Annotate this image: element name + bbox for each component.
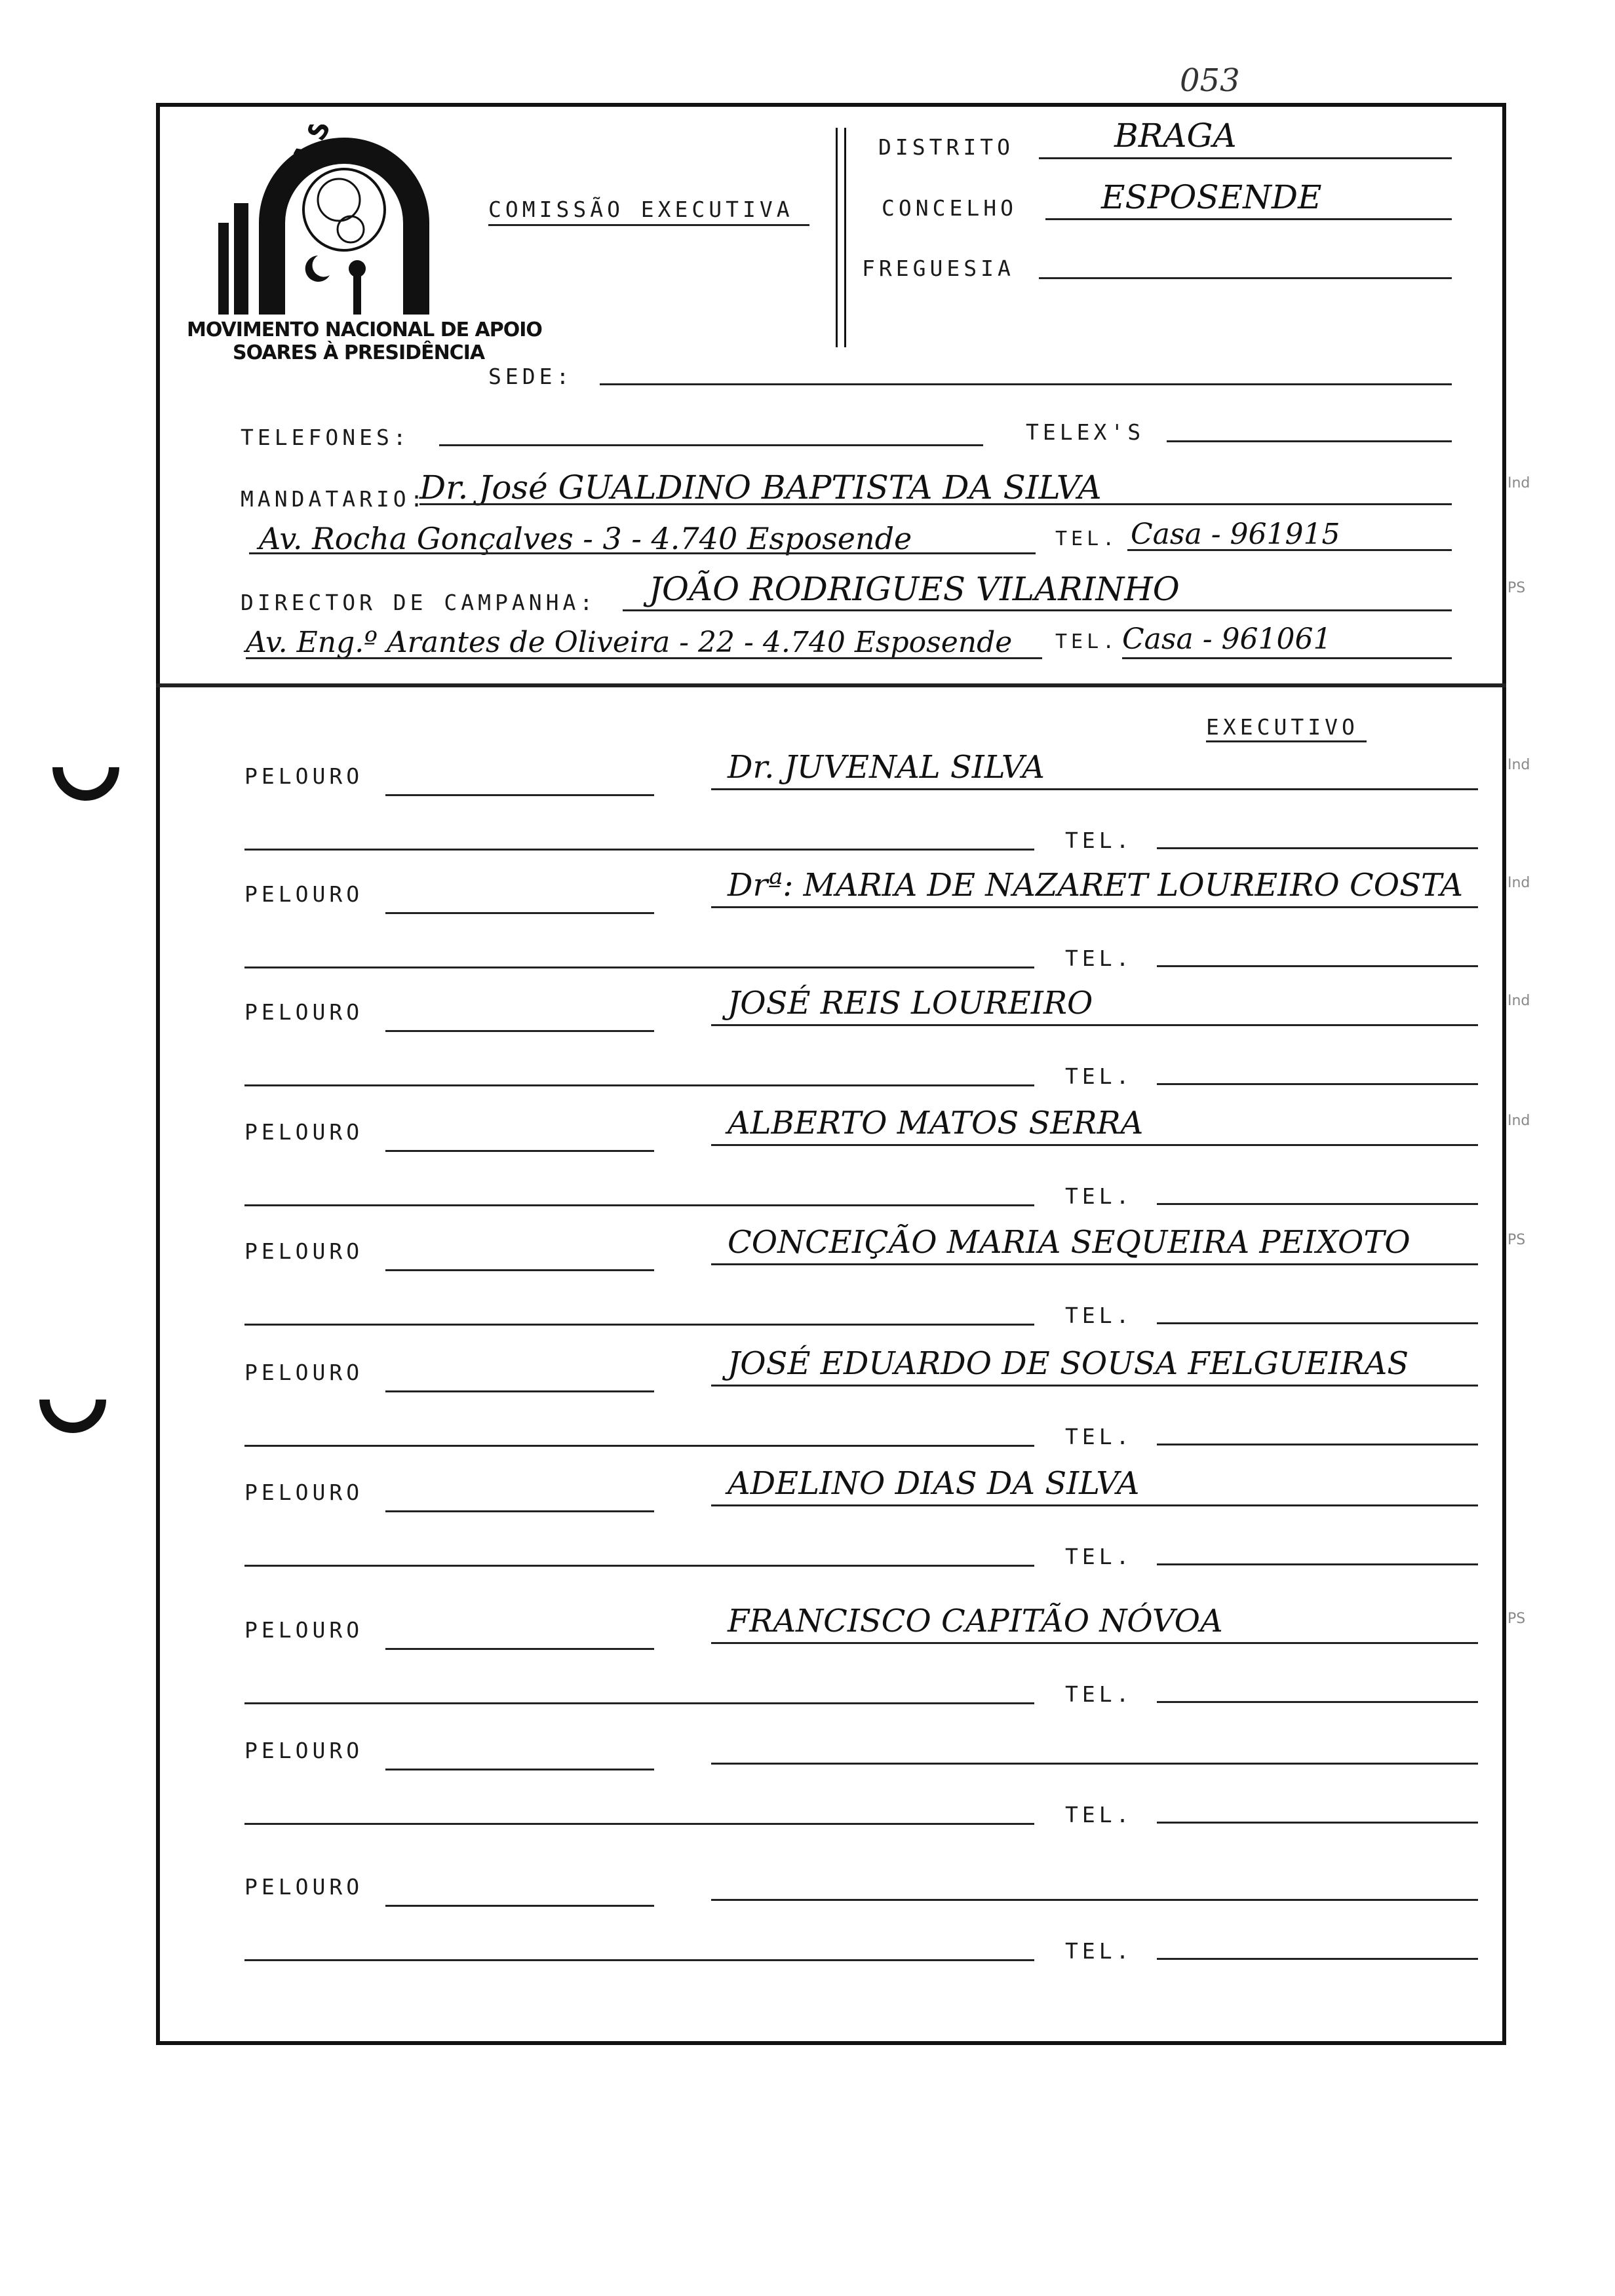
- member-tel-label: TEL.: [1065, 1681, 1133, 1707]
- director-tel-label: TEL.: [1055, 630, 1119, 653]
- member-side-note: Ind: [1508, 993, 1530, 1009]
- mandatario-tel-line: [1127, 549, 1452, 551]
- pelouro-label: PELOURO: [244, 999, 364, 1025]
- committee-title: COMISSÃO EXECUTIVA: [488, 197, 794, 222]
- pelouro-line[interactable]: [385, 1510, 654, 1512]
- member-tel-line[interactable]: [1157, 1822, 1478, 1824]
- pelouro-label: PELOURO: [244, 1617, 364, 1643]
- member-address-line[interactable]: [244, 1204, 1034, 1206]
- member-tel-label: TEL.: [1065, 1063, 1133, 1089]
- pelouro-line[interactable]: [385, 1390, 654, 1392]
- member-name[interactable]: ALBERTO MATOS SERRA: [728, 1105, 1144, 1141]
- sede-label: SEDE:: [488, 364, 574, 389]
- telex-label: TELEX'S: [1026, 419, 1145, 445]
- pelouro-label: PELOURO: [244, 1360, 364, 1385]
- member-address-line[interactable]: [244, 1823, 1034, 1825]
- member-address-line[interactable]: [244, 1324, 1034, 1326]
- member-tel-line[interactable]: [1157, 1563, 1478, 1565]
- director-address-line: [246, 657, 1042, 659]
- member-name-line: [711, 1263, 1478, 1265]
- member-side-note: Ind: [1508, 875, 1530, 891]
- mandatario-tel-label: TEL.: [1055, 527, 1119, 550]
- concelho-label: CONCELHO: [882, 195, 1017, 221]
- member-address-line[interactable]: [244, 849, 1034, 851]
- pelouro-line[interactable]: [385, 794, 654, 796]
- member-name[interactable]: Drª: MARIA DE NAZARET LOUREIRO COSTA: [728, 867, 1463, 904]
- pelouro-label: PELOURO: [244, 1119, 364, 1145]
- concelho-value[interactable]: ESPOSENDE: [1101, 178, 1322, 216]
- committee-underline: [488, 224, 809, 226]
- executivo-underline: [1206, 740, 1367, 742]
- member-name-line: [711, 1024, 1478, 1026]
- page-number: 053: [1180, 62, 1240, 99]
- pelouro-line[interactable]: [385, 1905, 654, 1907]
- telefones-line[interactable]: [439, 444, 983, 446]
- concelho-line: [1045, 218, 1452, 220]
- member-address-line[interactable]: [244, 1959, 1034, 1961]
- pelouro-label: PELOURO: [244, 1874, 364, 1900]
- member-name-line: [711, 1385, 1478, 1387]
- member-tel-label: TEL.: [1065, 1183, 1133, 1209]
- member-tel-line[interactable]: [1157, 1444, 1478, 1445]
- member-tel-line[interactable]: [1157, 1701, 1478, 1703]
- member-name[interactable]: JOSÉ EDUARDO DE SOUSA FELGUEIRAS: [728, 1345, 1409, 1382]
- pelouro-line[interactable]: [385, 1769, 654, 1770]
- header-divider: [156, 683, 1506, 687]
- member-address-line[interactable]: [244, 1565, 1034, 1567]
- mandatario-line: [419, 503, 1452, 505]
- pelouro-label: PELOURO: [244, 1238, 364, 1264]
- member-name[interactable]: CONCEIÇÃO MARIA SEQUEIRA PEIXOTO: [728, 1224, 1411, 1261]
- member-address-line[interactable]: [244, 1445, 1034, 1447]
- member-name-line: [711, 906, 1478, 908]
- director-side-note: PS: [1508, 580, 1526, 596]
- mandatario-tel[interactable]: Casa - 961915: [1131, 518, 1340, 551]
- pelouro-label: PELOURO: [244, 763, 364, 789]
- pelouro-line[interactable]: [385, 1030, 654, 1032]
- pelouro-label: PELOURO: [244, 1480, 364, 1505]
- member-side-note: Ind: [1508, 1113, 1530, 1129]
- pelouro-line[interactable]: [385, 912, 654, 914]
- member-address-line[interactable]: [244, 1084, 1034, 1086]
- member-name[interactable]: JOSÉ REIS LOUREIRO: [728, 985, 1093, 1022]
- member-name-line: [711, 1144, 1478, 1146]
- member-address-line[interactable]: [244, 966, 1034, 968]
- member-side-note: Ind: [1508, 757, 1530, 773]
- director-tel[interactable]: Casa - 961061: [1122, 622, 1332, 656]
- mandatario-side-note: Ind: [1508, 475, 1530, 491]
- mandatario-name[interactable]: Dr. José GUALDINO BAPTISTA DA SILVA: [419, 469, 1102, 507]
- member-tel-line[interactable]: [1157, 1203, 1478, 1205]
- member-tel-line[interactable]: [1157, 1958, 1478, 1960]
- pelouro-line[interactable]: [385, 1150, 654, 1152]
- director-tel-line: [1122, 657, 1452, 659]
- logo-name-line1: MOVIMENTO NACIONAL DE APOIO: [187, 318, 542, 341]
- member-tel-label: TEL.: [1065, 1424, 1133, 1449]
- member-tel-label: TEL.: [1065, 1303, 1133, 1328]
- member-tel-label: TEL.: [1065, 1802, 1133, 1827]
- distrito-label: DISTRITO: [878, 134, 1014, 160]
- director-name[interactable]: JOÃO RODRIGUES VILARINHO: [649, 570, 1180, 608]
- mandatario-address-line: [249, 552, 1036, 554]
- member-tel-label: TEL.: [1065, 946, 1133, 971]
- member-name[interactable]: FRANCISCO CAPITÃO NÓVOA: [728, 1603, 1223, 1639]
- telefones-label: TELEFONES:: [241, 425, 410, 450]
- director-address[interactable]: Av. Eng.º Arantes de Oliveira - 22 - 4.740 Esposende: [246, 626, 1013, 659]
- header-separator: [836, 128, 846, 347]
- member-tel-label: TEL.: [1065, 1544, 1133, 1569]
- member-name-line: [711, 1642, 1478, 1644]
- pelouro-label: PELOURO: [244, 881, 364, 907]
- sede-line[interactable]: [600, 383, 1452, 385]
- member-tel-line[interactable]: [1157, 1083, 1478, 1085]
- member-tel-label: TEL.: [1065, 1938, 1133, 1964]
- logo-name-line2: SOARES À PRESIDÊNCIA: [233, 341, 485, 364]
- distrito-value[interactable]: BRAGA: [1114, 117, 1237, 155]
- member-tel-line[interactable]: [1157, 965, 1478, 967]
- member-name[interactable]: Dr. JUVENAL SILVA: [728, 749, 1045, 786]
- logo-arch-icon: [187, 124, 501, 321]
- member-side-note: PS: [1508, 1611, 1526, 1627]
- director-line: [623, 609, 1452, 611]
- telex-line[interactable]: [1167, 440, 1452, 442]
- pelouro-line[interactable]: [385, 1648, 654, 1650]
- member-tel-line[interactable]: [1157, 1322, 1478, 1324]
- member-name[interactable]: ADELINO DIAS DA SILVA: [728, 1465, 1140, 1502]
- member-name-line: [711, 788, 1478, 790]
- punch-hole-icon: [39, 720, 133, 814]
- member-name-line: [711, 1899, 1478, 1901]
- member-tel-line[interactable]: [1157, 847, 1478, 849]
- member-tel-label: TEL.: [1065, 828, 1133, 853]
- freguesia-label: FREGUESIA: [862, 256, 1015, 281]
- svg-text:M.A.S.P.: M.A.S.P.: [267, 124, 355, 204]
- executivo-label: EXECUTIVO: [1206, 714, 1359, 740]
- member-name-line: [711, 1763, 1478, 1765]
- pelouro-label: PELOURO: [244, 1738, 364, 1763]
- distrito-line: [1039, 157, 1452, 159]
- punch-hole-icon: [26, 1352, 120, 1447]
- member-address-line[interactable]: [244, 1702, 1034, 1704]
- masp-logo: [187, 124, 542, 380]
- member-side-note: PS: [1508, 1232, 1526, 1248]
- mandatario-address[interactable]: Av. Rocha Gonçalves - 3 - 4.740 Esposende: [259, 521, 912, 556]
- mandatario-label: MANDATARIO:: [241, 486, 427, 512]
- pelouro-line[interactable]: [385, 1269, 654, 1271]
- director-label: DIRECTOR DE CAMPANHA:: [241, 590, 597, 615]
- freguesia-line: [1039, 277, 1452, 279]
- member-name-line: [711, 1504, 1478, 1506]
